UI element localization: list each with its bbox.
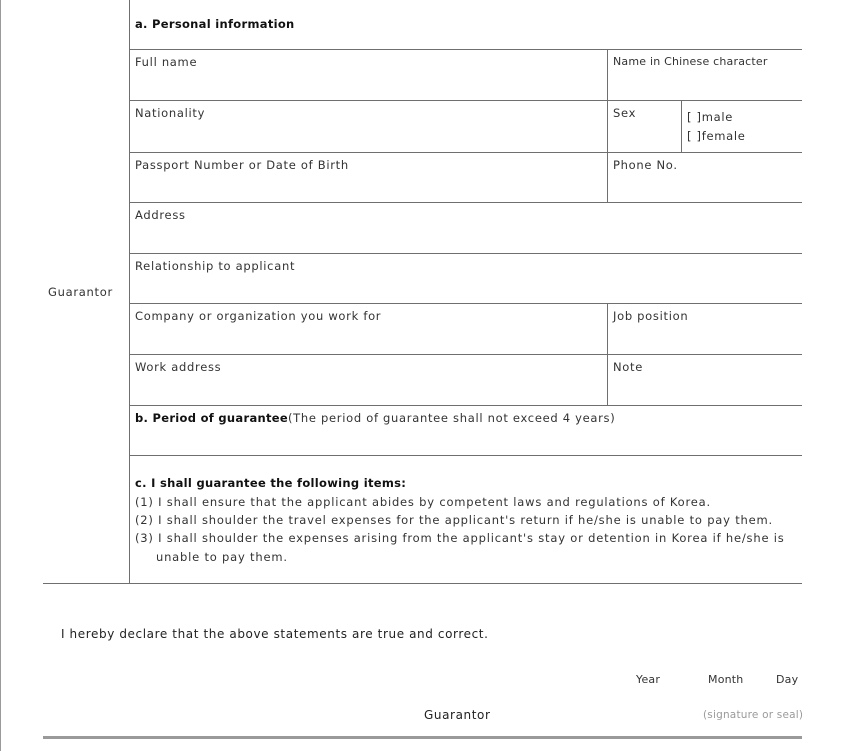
passport-dob-label: Passport Number or Date of Birth <box>135 158 349 172</box>
right-column-divider <box>607 49 608 202</box>
row-divider <box>129 202 802 203</box>
signature-hint: (signature or seal) <box>703 709 804 721</box>
address-label: Address <box>135 208 186 222</box>
guarantor-side-label: Guarantor <box>48 285 113 299</box>
period-note: (The period of guarantee shall not exceed 4 years) <box>287 411 616 425</box>
phone-label: Phone No. <box>613 158 678 172</box>
company-label: Company or organization you work for <box>135 309 382 323</box>
guarantee-item: (2) I shall shoulder the travel expenses for the applicant's return if he/she is unable to pay them. <box>135 513 773 527</box>
job-position-label: Job position <box>613 309 689 323</box>
right-column-divider <box>607 303 608 405</box>
row-divider <box>129 253 802 254</box>
sex-options-divider <box>681 100 682 152</box>
row-divider <box>129 100 802 101</box>
row-divider <box>129 303 802 304</box>
relationship-label: Relationship to applicant <box>135 259 296 273</box>
chinese-name-label: Name in Chinese character <box>613 55 768 68</box>
declaration-text: I hereby declare that the above statements are true and correct. <box>61 627 489 641</box>
month-label: Month <box>708 673 744 686</box>
female-checkbox[interactable]: [ ]female <box>687 129 746 143</box>
day-label: Day <box>776 673 799 686</box>
section-bottom-border <box>43 583 802 584</box>
row-divider <box>129 405 802 406</box>
signer-label: Guarantor <box>424 708 491 722</box>
note-label: Note <box>613 360 644 374</box>
row-divider <box>129 49 802 50</box>
row-divider <box>129 152 802 153</box>
sex-label: Sex <box>613 106 637 120</box>
period-row <box>135 411 615 425</box>
male-checkbox[interactable]: [ ]male <box>687 110 734 124</box>
period-heading: b. Period of guarantee <box>135 411 288 425</box>
year-label: Year <box>636 673 661 686</box>
row-divider <box>129 354 802 355</box>
items-heading: c. I shall guarantee the following items: <box>135 476 407 490</box>
full-name-label: Full name <box>135 55 198 69</box>
label-column-divider <box>129 0 130 584</box>
row-divider <box>129 455 802 456</box>
page-bottom-border <box>43 736 802 739</box>
guarantee-item: (3) I shall shoulder the expenses arising from the applicant's stay or detention in Korea if he/she is <box>135 531 785 545</box>
personal-info-heading: a. Personal information <box>135 17 295 31</box>
work-address-label: Work address <box>135 360 222 374</box>
guarantee-item: (1) I shall ensure that the applicant abides by competent laws and regulations of Korea. <box>135 495 711 509</box>
guarantee-item-continuation: unable to pay them. <box>156 550 288 564</box>
nationality-label: Nationality <box>135 106 206 120</box>
page-left-border <box>0 0 1 751</box>
